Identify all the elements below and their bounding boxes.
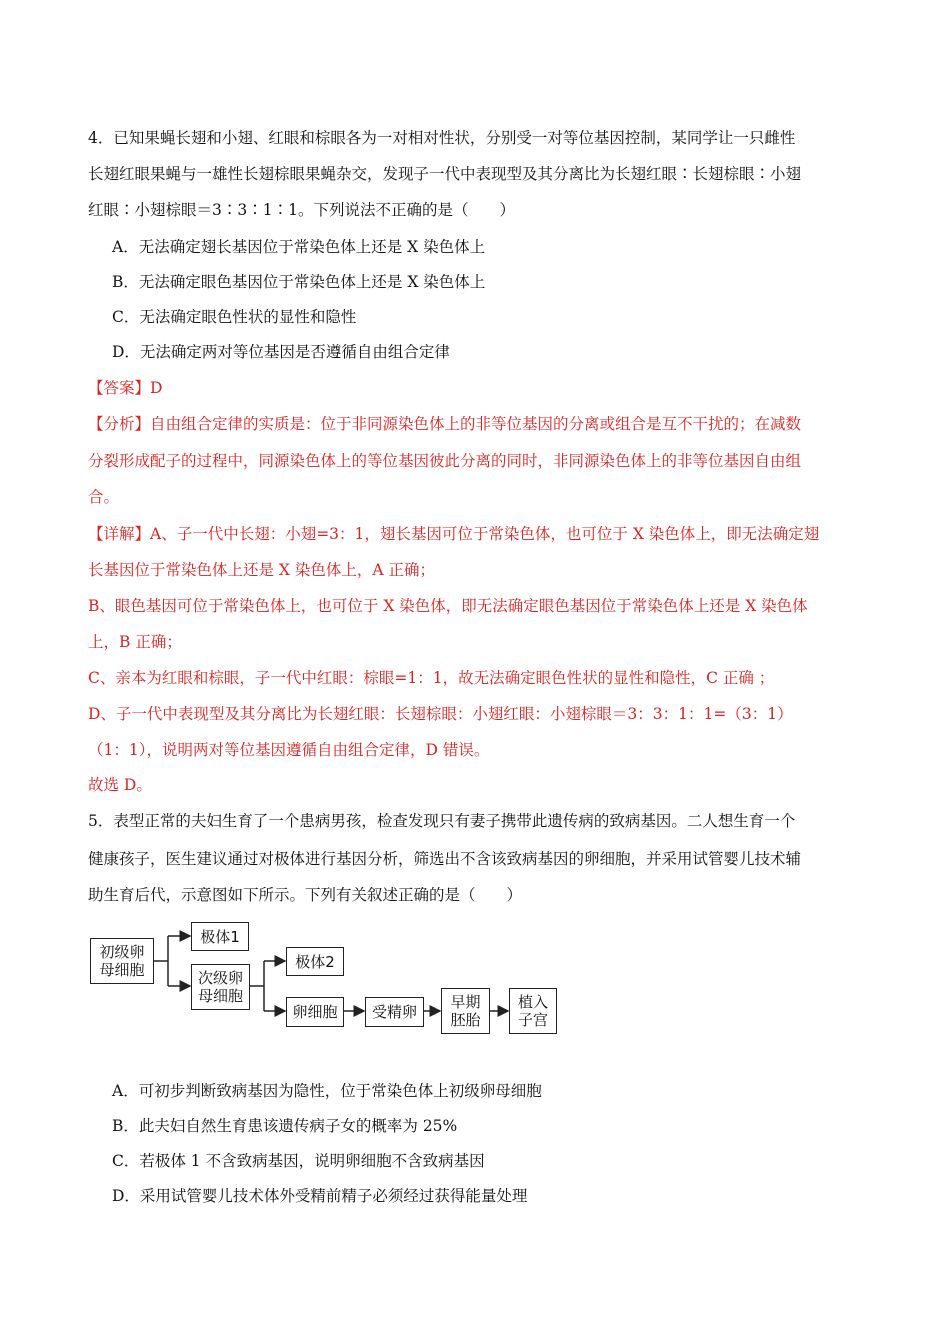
polar-body-1-label: 极体1: [200, 927, 240, 946]
primary-oocyte-box: [90, 938, 154, 984]
q4-detail-line-3: B、眼色基因可位于常染色体上，也可位于 X 染色体，即无法确定眼色基因位于常染色体上还是 X 染色体: [88, 597, 808, 615]
zygote-label: 受精卵: [371, 1003, 417, 1021]
primary-oocyte-label-2: 母细胞: [99, 961, 145, 979]
egg-cell-box: [286, 997, 344, 1027]
q4-detail-line-8: 故选 D。: [88, 776, 152, 794]
q4-detail-line-6: D、子一代中表现型及其分离比为长翅红眼：长翅棕眼：小翅红眼：小翅棕眼＝3：3：1：1=（3：1）: [88, 705, 793, 723]
q4-detail-line-1: 【详解】A、子一代中长翅：小翅=3：1，翅长基因可位于常染色体，也可位于 X 染色体上，即无法确定翅: [88, 525, 820, 543]
q5-option-d: D．采用试管婴儿技术体外受精前精子必须经过获得能量处理: [112, 1187, 528, 1205]
q4-stem-line-3: 红眼∶小翅棕眼＝3∶3∶1∶1。下列说法不正确的是（ ）: [88, 201, 515, 219]
oocyte-flow-diagram: [88, 918, 568, 1040]
q4-option-c: C．无法确定眼色性状的显性和隐性: [112, 308, 357, 326]
q4-stem-line-1: 4．已知果蝇长翅和小翅、红眼和棕眼各为一对相对性状，分别受一对等位基因控制，某同学让一只雌性: [88, 129, 796, 147]
q4-detail-line-7: （1：1），说明两对等位基因遵循自由组合定律，D 错误。: [88, 741, 490, 759]
early-embryo-label-2: 胚胎: [450, 1011, 481, 1029]
secondary-oocyte-label-1: 次级卵: [197, 969, 243, 987]
secondary-oocyte-label-2: 母细胞: [197, 987, 243, 1005]
q5-option-b: B．此夫妇自然生育患该遗传病子女的概率为 25%: [112, 1117, 458, 1135]
primary-oocyte-label-1: 初级卵: [99, 943, 145, 961]
q4-detail-line-2: 长基因位于常染色体上还是 X 染色体上，A 正确；: [88, 561, 436, 579]
q4-analysis-line-2: 分裂形成配子的过程中，同源染色体上的等位基因彼此分离的同时，非同源染色体上的非等位基因自由组: [88, 452, 802, 470]
q4-detail-line-5: C、亲本为红眼和棕眼，子一代中红眼：棕眼=1：1，故无法确定眼色性状的显性和隐性，C 正确 ；: [88, 669, 775, 687]
q5-stem-line-3: 助生育后代，示意图如下所示。下列有关叙述正确的是（ ）: [88, 886, 523, 904]
q4-analysis-line-1: 【分析】自由组合定律的实质是：位于非同源染色体上的非等位基因的分离或组合是互不干扰的；在减数: [88, 415, 802, 433]
early-embryo-label-1: 早期: [450, 993, 481, 1011]
q4-option-a: A．无法确定翅长基因位于常染色体上还是 X 染色体上: [112, 238, 486, 256]
polar-body-1-box: [191, 922, 249, 951]
implant-uterus-label-1: 植入: [517, 993, 548, 1011]
early-embryo-box: [441, 988, 490, 1034]
polar-body-2-label: 极体2: [295, 952, 335, 971]
q5-option-a: A．可初步判断致病基因为隐性，位于常染色体上初级卵母细胞: [112, 1082, 542, 1100]
q5-stem-line-2: 健康孩子，医生建议通过对极体进行基因分析，筛选出不含该致病基因的卵细胞，并采用试管婴儿技术辅: [88, 850, 802, 868]
q4-option-b: B．无法确定眼色基因位于常染色体上还是 X 染色体上: [112, 273, 486, 291]
q5-stem-line-1: 5．表型正常的夫妇生育了一个患病男孩，检查发现只有妻子携带此遗传病的致病基因。二人想生育一个: [88, 812, 796, 830]
q4-stem-line-2: 长翅红眼果蝇与一雄性长翅棕眼果蝇杂交，发现子一代中表现型及其分离比为长翅红眼∶长翅棕眼∶小翅: [88, 165, 802, 183]
implant-uterus-label-2: 子宫: [517, 1011, 548, 1029]
implant-uterus-box: [509, 988, 557, 1034]
q4-answer: 【答案】D: [88, 379, 163, 397]
q4-detail-line-4: 上，B 正确；: [88, 633, 182, 651]
secondary-oocyte-box: [191, 964, 250, 1010]
polar-body-2-box: [286, 947, 344, 976]
q4-option-d: D．无法确定两对等位基因是否遵循自由组合定律: [112, 343, 450, 361]
egg-cell-label: 卵细胞: [292, 1003, 338, 1021]
q4-analysis-line-3: 合。: [88, 488, 120, 506]
zygote-box: [365, 997, 424, 1027]
q5-option-c: C．若极体 1 不含致病基因，说明卵细胞不含致病基因: [112, 1152, 485, 1170]
